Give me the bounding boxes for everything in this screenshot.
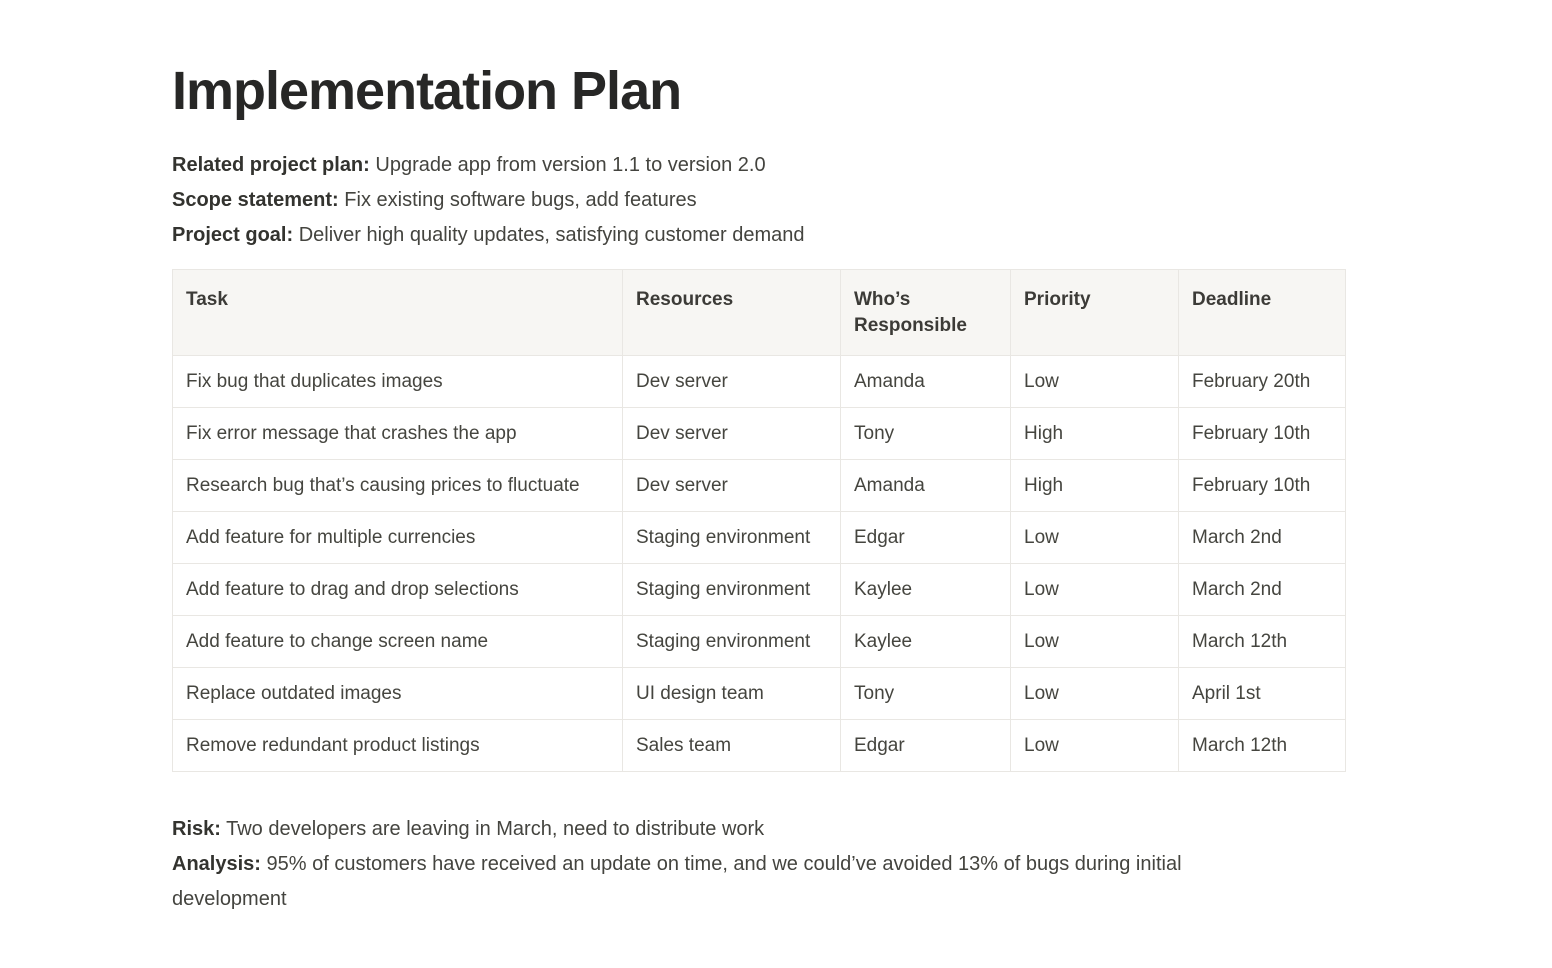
cell-resources: UI design team bbox=[623, 668, 841, 720]
notes-section bbox=[172, 812, 1217, 917]
cell-task: Add feature to drag and drop selections bbox=[173, 564, 623, 616]
cell-responsible: Amanda bbox=[841, 356, 1011, 408]
table-row bbox=[173, 356, 1346, 408]
table-row bbox=[173, 460, 1346, 512]
cell-responsible: Edgar bbox=[841, 720, 1011, 772]
cell-responsible: Edgar bbox=[841, 512, 1011, 564]
related-project-plan-label: Related project plan: bbox=[172, 154, 370, 177]
cell-responsible: Amanda bbox=[841, 460, 1011, 512]
cell-priority: Low bbox=[1011, 512, 1179, 564]
column-header-priority: Priority bbox=[1011, 270, 1179, 356]
implementation-plan-table bbox=[172, 269, 1346, 772]
cell-deadline: March 2nd bbox=[1179, 512, 1346, 564]
column-header-deadline: Deadline bbox=[1179, 270, 1346, 356]
column-header-resources: Resources bbox=[623, 270, 841, 356]
analysis-value: 95% of customers have received an update on time, and we could’ve avoided 13% of bugs during initial development bbox=[172, 853, 1182, 911]
scope-statement-value: Fix existing software bugs, add features bbox=[344, 189, 697, 212]
table-row bbox=[173, 720, 1346, 772]
cell-priority: Low bbox=[1011, 616, 1179, 668]
cell-resources: Dev server bbox=[623, 356, 841, 408]
risk-line bbox=[172, 812, 1217, 847]
cell-resources: Staging environment bbox=[623, 512, 841, 564]
cell-task: Fix error message that crashes the app bbox=[173, 408, 623, 460]
project-goal-label: Project goal: bbox=[172, 224, 294, 247]
cell-resources: Dev server bbox=[623, 408, 841, 460]
cell-task: Replace outdated images bbox=[173, 668, 623, 720]
cell-task: Fix bug that duplicates images bbox=[173, 356, 623, 408]
analysis-line bbox=[172, 847, 1217, 917]
page-title: Implementation Plan bbox=[172, 61, 682, 121]
cell-resources: Dev server bbox=[623, 460, 841, 512]
cell-deadline: February 20th bbox=[1179, 356, 1346, 408]
cell-deadline: February 10th bbox=[1179, 408, 1346, 460]
cell-responsible: Tony bbox=[841, 668, 1011, 720]
project-goal-value: Deliver high quality updates, satisfying customer demand bbox=[298, 224, 805, 247]
cell-deadline: April 1st bbox=[1179, 668, 1346, 720]
cell-resources: Staging environment bbox=[623, 564, 841, 616]
cell-responsible: Kaylee bbox=[841, 564, 1011, 616]
analysis-label: Analysis: bbox=[172, 853, 261, 876]
related-project-plan-line bbox=[172, 148, 1552, 183]
cell-deadline: February 10th bbox=[1179, 460, 1346, 512]
project-meta bbox=[172, 148, 1552, 253]
scope-statement-label: Scope statement: bbox=[172, 189, 339, 212]
related-project-plan-value: Upgrade app from version 1.1 to version 2.0 bbox=[375, 154, 766, 177]
table-row bbox=[173, 668, 1346, 720]
table-row bbox=[173, 564, 1346, 616]
cell-priority: Low bbox=[1011, 356, 1179, 408]
cell-task: Add feature for multiple currencies bbox=[173, 512, 623, 564]
column-header-task: Task bbox=[173, 270, 623, 356]
cell-task: Remove redundant product listings bbox=[173, 720, 623, 772]
scope-statement-line bbox=[172, 183, 1552, 218]
table-row bbox=[173, 408, 1346, 460]
table-row bbox=[173, 512, 1346, 564]
table-header-row bbox=[173, 270, 1346, 356]
cell-priority: High bbox=[1011, 460, 1179, 512]
cell-task: Add feature to change screen name bbox=[173, 616, 623, 668]
column-header-whos-responsible: Who’s Responsible bbox=[841, 270, 1011, 356]
cell-priority: High bbox=[1011, 408, 1179, 460]
cell-deadline: March 12th bbox=[1179, 616, 1346, 668]
cell-responsible: Tony bbox=[841, 408, 1011, 460]
risk-label: Risk: bbox=[172, 818, 221, 841]
cell-deadline: March 12th bbox=[1179, 720, 1346, 772]
project-goal-line bbox=[172, 218, 1552, 253]
cell-deadline: March 2nd bbox=[1179, 564, 1346, 616]
risk-value: Two developers are leaving in March, need to distribute work bbox=[226, 818, 765, 841]
cell-resources: Staging environment bbox=[623, 616, 841, 668]
cell-task: Research bug that’s causing prices to fluctuate bbox=[173, 460, 623, 512]
cell-priority: Low bbox=[1011, 720, 1179, 772]
cell-priority: Low bbox=[1011, 564, 1179, 616]
table-row bbox=[173, 616, 1346, 668]
cell-priority: Low bbox=[1011, 668, 1179, 720]
cell-responsible: Kaylee bbox=[841, 616, 1011, 668]
cell-resources: Sales team bbox=[623, 720, 841, 772]
